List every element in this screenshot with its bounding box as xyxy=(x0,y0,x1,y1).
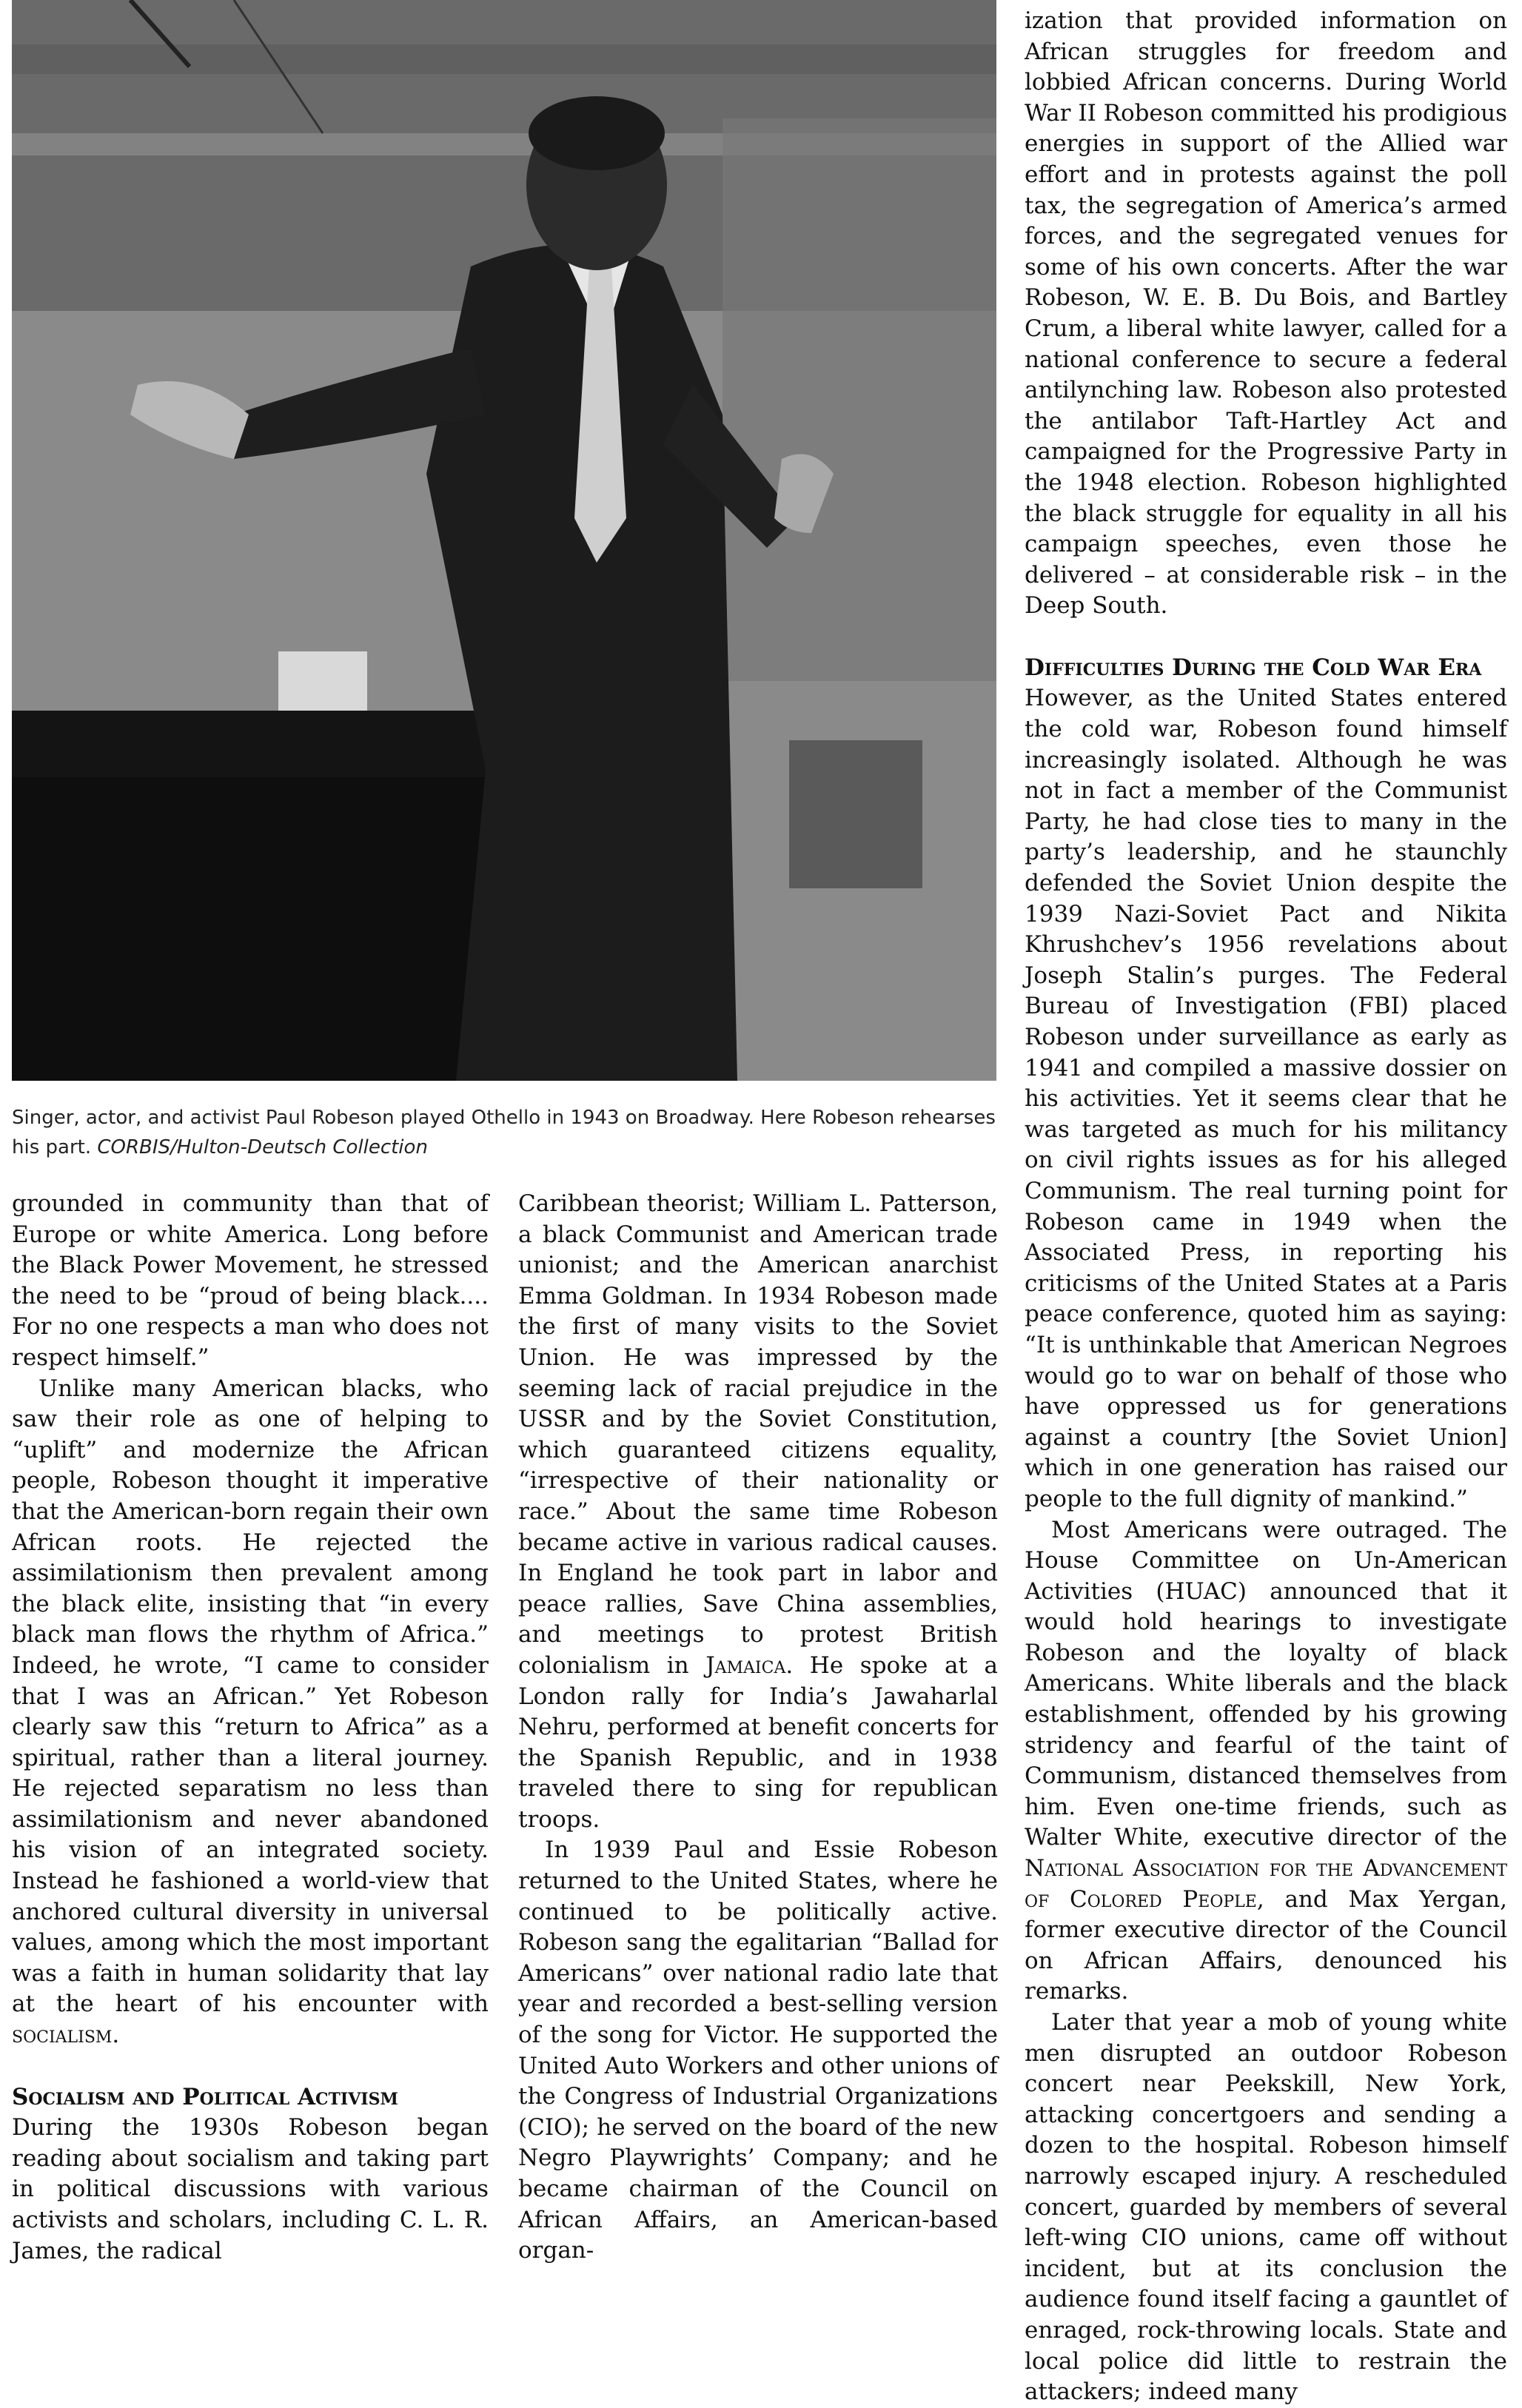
col3-paragraph-3-rest: , and Max Yergan, former executive director of the Council on African Affairs, denounced his remarks. xyxy=(1025,1885,1507,2005)
col3-paragraph-2: However, as the United States entered the cold war, Robeson found himself increasingly isolated. Although he was not in fact a member of the Communist Party, he had close ties to many in the party’s leadership, and he staunchly defended the Soviet Union despite the 1939 Nazi-Soviet Pact and Nikita Khrushchev’s 1956 revelations about Joseph Stalin’s purges. The Federal Bureau of Investigation (FBI) placed Robeson under surveillance as early as 1941 and compiled a massive dossier on his activities. Yet it seems clear that he was targeted as much for his militancy on civil rights issues as for his alleged Communism. The real turning point for Robeson came in 1949 when the Associated Press, in reporting his criticisms of the United States at a Paris peace conference, quoted him as saying: “It is unthinkable that American Negroes would go to war on behalf of those who have oppressed us for generations against a country [the Soviet Union] which in one generation has raised our people to the full dignity of mankind.” xyxy=(1025,685,1507,1512)
col1-paragraph-2-text: Unlike many American blacks, who saw their role as one of helping to “uplift” and modernize the African people, Robeson thought it imperative that the American-born regain their own African roots. He rejected the assimilationism then prevalent among the black elite, insisting that “in every black man flows the rhythm of Africa.” Indeed, he wrote, “I came to consider that I was an African.” Yet Robeson clearly saw this “return to Africa” as a spiritual, rather than a literal journey. He rejected separatism no less than assimilationism and never abandoned his vision of an integrated society. Instead he fashioned a world-view that anchored cultural diversity in universal values, among which the most important was a faith in human solidarity that lay at the heart of his encounter with xyxy=(12,1375,489,2018)
section-heading-socialism: Socialism and Political Activism xyxy=(12,2083,398,2110)
cross-reference-naacp[interactable]: National Association for the Advancement of Colored People xyxy=(1025,1855,1507,1913)
col1-paragraph-3: During the 1930s Robeson began reading about socialism and taking part in political discussions with various activists and scholars, including C. L. R. James, the radical xyxy=(12,2114,489,2264)
caption-credit: CORBIS/Hulton-Deutsch Collection xyxy=(97,1136,428,1158)
photo-caption xyxy=(12,1103,996,1162)
cross-reference-jamaica[interactable]: Jamaica xyxy=(705,1651,786,1679)
cross-reference-socialism[interactable]: socialism xyxy=(12,2022,113,2049)
person-singing-photo-icon xyxy=(12,0,996,1081)
col2-paragraph-1-text: Caribbean theorist; William L. Patterson, a black Communist and American trade unionist; and the American anarchist Emma Goldman. In 1934 Robeson made the first of many visits to the Soviet Union. He was impressed by the seeming lack of racial prejudice in the USSR and by the Soviet Constitution, which guaranteed citizens equality, “irrespective of their nationality or race.” About the same time Robeson became active in various radical causes. In England he took part in labor and peace rallies, Save China assemblies, and meetings to protest British colonialism in xyxy=(518,1190,998,1679)
column-1 xyxy=(12,1189,489,2267)
col1-paragraph-2-end: . xyxy=(112,2022,120,2049)
caption-text: Singer, actor, and activist Paul Robeson played Othello in 1943 on Broadway. Here Robeson rehearses his part. xyxy=(12,1107,996,1158)
col3-paragraph-1: ization that provided information on African struggles for freedom and lobbied African concerns. During World War II Robeson committed his prodigious energies in support of the Allied war effort and in protests against the poll tax, the segregation of America’s armed forces, and the segregated venues for some of his own concerts. After the war Robeson, W. E. B. Du Bois, and Bartley Crum, a liberal white lawyer, called for a national conference to secure a federal antilynching law. Robeson also protested the antilabor Taft-Hartley Act and campaigned for the Progressive Party in the 1948 election. Robeson highlighted the black struggle for equality in all his campaign speeches, even those he delivered – at considerable risk – in the Deep South. xyxy=(1025,7,1507,620)
col3-paragraph-3 xyxy=(1025,1515,1507,2008)
col1-paragraph-2 xyxy=(12,1374,489,2051)
photo-robeson-rehearsal xyxy=(12,0,996,1081)
column-2 xyxy=(518,1189,998,2267)
section-heading-cold-war: Difficulties During the Cold War Era xyxy=(1025,654,1482,681)
col1-paragraph-1: grounded in community than that of Europe or white America. Long before the Black Power Movement, he stressed the need to be “proud of being black.... For no one respects a man who does not respect himself.” xyxy=(12,1190,489,1371)
col3-paragraph-4: Later that year a mob of young white men disrupted an outdoor Robeson concert near Peekskill, New York, attacking concertgoers and sending a dozen to the hospital. Robeson himself narrowly escaped injury. A rescheduled concert, guarded by members of several left-wing CIO unions, came off without incident, but at its conclusion the audience found itself facing a gauntlet of enraged, rock-throwing locals. State and local police did little to restrain the attackers; indeed many xyxy=(1025,2009,1507,2406)
column-3 xyxy=(1025,6,1507,2408)
col2-paragraph-2: In 1939 Paul and Essie Robeson returned to the United States, where he continued to be politically active. Robeson sang the egalitarian “Ballad for Americans” over national radio late that year and recorded a best-selling version of the song for Victor. He supported the United Auto Workers and other unions of the Congress of Industrial Organizations (CIO); he served on the board of the new Negro Playwrights’ Company; and he became chairman of the Council on African Affairs, an American-based organ- xyxy=(518,1837,998,2264)
col2-paragraph-1-rest: . He spoke at a London rally for India’s Jawaharlal Nehru, performed at benefit concerts for the Spanish Republic, and in 1938 traveled there to sing for republican troops. xyxy=(518,1651,998,1833)
col3-paragraph-3-text: Most Americans were outraged. The House Committee on Un-American Activities (HUAC) announced that it would hold hearings to investigate Robeson and the loyalty of black Americans. White liberals and the black establishment, offended by his growing stridency and fearful of the taint of Communism, distanced themselves from him. Even one-time friends, such as Walter White, executive director of the xyxy=(1025,1516,1507,1851)
col2-paragraph-1 xyxy=(518,1189,998,1835)
